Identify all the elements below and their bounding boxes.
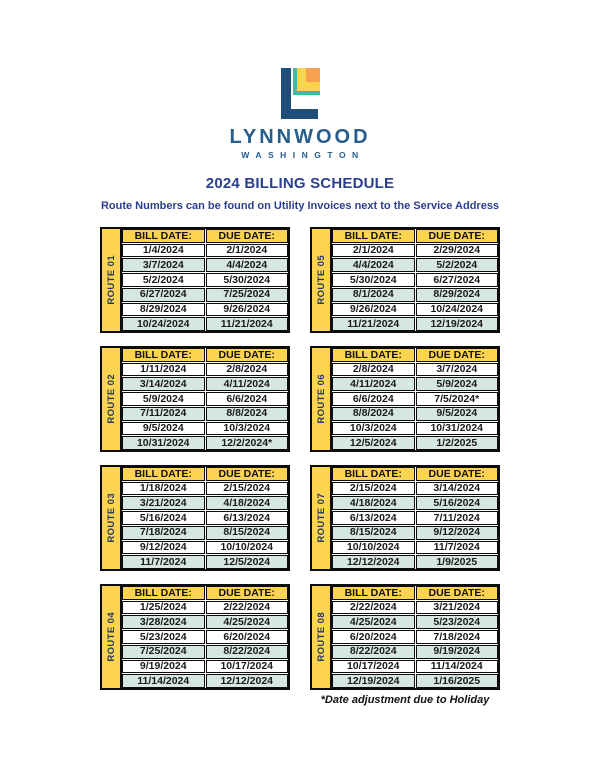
logo-teal-square [293, 68, 320, 95]
bill-date-cell: 2/8/2024 [332, 363, 415, 377]
route-dates-grid [122, 586, 288, 688]
bill-date-cell: 6/27/2024 [122, 288, 205, 302]
due-date-cell: 8/22/2024 [206, 645, 289, 659]
bill-date-cell: 7/18/2024 [122, 526, 205, 540]
due-date-cell: 8/8/2024 [206, 407, 289, 421]
route-label: ROUTE 08 [315, 612, 327, 662]
due-date-cell: 6/13/2024 [206, 511, 289, 525]
due-date-header: DUE DATE: [206, 348, 289, 362]
due-date-cell: 9/5/2024 [416, 407, 499, 421]
route-dates-grid [332, 586, 498, 688]
route-label: ROUTE 02 [105, 374, 117, 424]
route-label-cell-route-02 [102, 348, 122, 450]
tables-column-right [310, 227, 500, 690]
bill-date-cell: 4/25/2024 [332, 615, 415, 629]
bill-date-cell: 8/29/2024 [122, 303, 205, 317]
due-date-cell: 5/30/2024 [206, 273, 289, 287]
route-label-cell-route-06 [312, 348, 332, 450]
bill-date-cell: 11/14/2024 [122, 674, 205, 688]
due-date-cell: 12/2/2024* [206, 436, 289, 450]
bill-date-cell: 11/7/2024 [122, 555, 205, 569]
bill-date-header: BILL DATE: [122, 229, 205, 243]
due-date-cell: 7/18/2024 [416, 630, 499, 644]
due-date-cell: 5/23/2024 [416, 615, 499, 629]
bill-date-cell: 8/22/2024 [332, 645, 415, 659]
bill-date-cell: 4/18/2024 [332, 496, 415, 510]
logo-l-horizontal-bar [281, 109, 318, 119]
due-date-header: DUE DATE: [416, 467, 499, 481]
due-date-cell: 4/18/2024 [206, 496, 289, 510]
due-date-cell: 11/7/2024 [416, 541, 499, 555]
due-date-cell: 9/19/2024 [416, 645, 499, 659]
due-date-cell: 11/14/2024 [416, 660, 499, 674]
due-date-cell: 1/2/2025 [416, 436, 499, 450]
due-date-cell: 7/5/2024* [416, 392, 499, 406]
document-header [0, 68, 600, 212]
due-date-cell: 11/21/2024 [206, 317, 289, 331]
due-date-cell: 1/9/2025 [416, 555, 499, 569]
route-table-route-04 [100, 584, 290, 690]
bill-date-cell: 12/5/2024 [332, 436, 415, 450]
route-dates-grid [122, 348, 288, 450]
route-label-cell-route-03 [102, 467, 122, 569]
route-table-route-01 [100, 227, 290, 333]
due-date-cell: 4/11/2024 [206, 377, 289, 391]
bill-date-cell: 9/26/2024 [332, 303, 415, 317]
due-date-cell: 4/25/2024 [206, 615, 289, 629]
bill-date-header: BILL DATE: [332, 348, 415, 362]
route-table-route-05 [310, 227, 500, 333]
route-dates-grid [332, 467, 498, 569]
bill-date-cell: 1/25/2024 [122, 601, 205, 615]
page-title: 2024 BILLING SCHEDULE [205, 175, 395, 192]
due-date-cell: 2/1/2024 [206, 244, 289, 258]
due-date-cell: 10/10/2024 [206, 541, 289, 555]
bill-date-cell: 10/31/2024 [122, 436, 205, 450]
page-subtitle: Route Numbers can be found on Utility Invoices next to the Service Address [100, 200, 500, 212]
due-date-header: DUE DATE: [416, 229, 499, 243]
bill-date-header: BILL DATE: [122, 467, 205, 481]
bill-date-cell: 2/1/2024 [332, 244, 415, 258]
bill-date-cell: 1/4/2024 [122, 244, 205, 258]
bill-date-cell: 2/15/2024 [332, 482, 415, 496]
footnote-row [100, 694, 500, 706]
bill-date-cell: 3/7/2024 [122, 258, 205, 272]
bill-date-cell: 3/14/2024 [122, 377, 205, 391]
due-date-cell: 10/17/2024 [206, 660, 289, 674]
due-date-cell: 6/27/2024 [416, 273, 499, 287]
due-date-cell: 12/12/2024 [206, 674, 289, 688]
bill-date-cell: 1/18/2024 [122, 482, 205, 496]
due-date-cell: 10/24/2024 [416, 303, 499, 317]
due-date-header: DUE DATE: [206, 586, 289, 600]
bill-date-cell: 11/21/2024 [332, 317, 415, 331]
due-date-cell: 5/16/2024 [416, 496, 499, 510]
bill-date-cell: 5/2/2024 [122, 273, 205, 287]
due-date-cell: 2/8/2024 [206, 363, 289, 377]
route-label-cell-route-04 [102, 586, 122, 688]
route-label: ROUTE 05 [315, 255, 327, 305]
logo-wordmark: LYNNWOOD [229, 126, 371, 148]
due-date-header: DUE DATE: [416, 348, 499, 362]
holiday-footnote: *Date adjustment due to Holiday [320, 694, 490, 706]
due-date-cell: 3/14/2024 [416, 482, 499, 496]
due-date-header: DUE DATE: [206, 229, 289, 243]
route-table-route-06 [310, 346, 500, 452]
bill-date-cell: 9/12/2024 [122, 541, 205, 555]
route-label-cell-route-07 [312, 467, 332, 569]
route-label: ROUTE 04 [105, 612, 117, 662]
due-date-cell: 5/2/2024 [416, 258, 499, 272]
bill-date-cell: 9/5/2024 [122, 422, 205, 436]
due-date-header: DUE DATE: [206, 467, 289, 481]
tables-column-left [100, 227, 290, 690]
route-dates-grid [332, 348, 498, 450]
due-date-cell: 2/15/2024 [206, 482, 289, 496]
route-label-cell-route-08 [312, 586, 332, 688]
bill-date-cell: 8/15/2024 [332, 526, 415, 540]
due-date-cell: 3/7/2024 [416, 363, 499, 377]
bill-date-cell: 1/11/2024 [122, 363, 205, 377]
bill-date-cell: 8/8/2024 [332, 407, 415, 421]
route-label-cell-route-05 [312, 229, 332, 331]
due-date-cell: 2/22/2024 [206, 601, 289, 615]
route-table-route-08 [310, 584, 500, 690]
route-label: ROUTE 01 [105, 255, 117, 305]
bill-date-cell: 5/30/2024 [332, 273, 415, 287]
bill-date-cell: 8/1/2024 [332, 288, 415, 302]
route-label: ROUTE 06 [315, 374, 327, 424]
bill-date-cell: 3/21/2024 [122, 496, 205, 510]
due-date-cell: 12/5/2024 [206, 555, 289, 569]
bill-date-cell: 6/13/2024 [332, 511, 415, 525]
due-date-cell: 8/29/2024 [416, 288, 499, 302]
billing-tables-grid [100, 227, 500, 690]
due-date-cell: 9/12/2024 [416, 526, 499, 540]
due-date-cell: 7/25/2024 [206, 288, 289, 302]
due-date-cell: 7/11/2024 [416, 511, 499, 525]
bill-date-header: BILL DATE: [122, 348, 205, 362]
due-date-cell: 9/26/2024 [206, 303, 289, 317]
route-dates-grid [122, 467, 288, 569]
bill-date-cell: 6/20/2024 [332, 630, 415, 644]
bill-date-cell: 10/24/2024 [122, 317, 205, 331]
due-date-header: DUE DATE: [416, 586, 499, 600]
bill-date-cell: 4/4/2024 [332, 258, 415, 272]
route-table-route-03 [100, 465, 290, 571]
due-date-cell: 1/16/2025 [416, 674, 499, 688]
due-date-cell: 10/31/2024 [416, 422, 499, 436]
bill-date-cell: 5/23/2024 [122, 630, 205, 644]
bill-date-cell: 12/12/2024 [332, 555, 415, 569]
bill-date-cell: 5/16/2024 [122, 511, 205, 525]
due-date-cell: 6/6/2024 [206, 392, 289, 406]
due-date-cell: 6/20/2024 [206, 630, 289, 644]
route-table-route-02 [100, 346, 290, 452]
bill-date-cell: 7/11/2024 [122, 407, 205, 421]
route-label: ROUTE 03 [105, 493, 117, 543]
bill-date-cell: 7/25/2024 [122, 645, 205, 659]
bill-date-cell: 4/11/2024 [332, 377, 415, 391]
due-date-cell: 3/21/2024 [416, 601, 499, 615]
bill-date-header: BILL DATE: [332, 467, 415, 481]
route-table-route-07 [310, 465, 500, 571]
bill-date-cell: 6/6/2024 [332, 392, 415, 406]
route-label: ROUTE 07 [315, 493, 327, 543]
due-date-cell: 4/4/2024 [206, 258, 289, 272]
bill-date-header: BILL DATE: [332, 229, 415, 243]
bill-date-cell: 10/17/2024 [332, 660, 415, 674]
due-date-cell: 2/29/2024 [416, 244, 499, 258]
bill-date-cell: 12/19/2024 [332, 674, 415, 688]
bill-date-cell: 2/22/2024 [332, 601, 415, 615]
due-date-cell: 10/3/2024 [206, 422, 289, 436]
bill-date-header: BILL DATE: [332, 586, 415, 600]
due-date-cell: 12/19/2024 [416, 317, 499, 331]
bill-date-cell: 5/9/2024 [122, 392, 205, 406]
logo-wordmark-state: WASHINGTON [241, 150, 365, 160]
bill-date-cell: 9/19/2024 [122, 660, 205, 674]
bill-date-header: BILL DATE: [122, 586, 205, 600]
route-dates-grid [122, 229, 288, 331]
bill-date-cell: 10/3/2024 [332, 422, 415, 436]
logo-orange-square [306, 68, 320, 82]
due-date-cell: 8/15/2024 [206, 526, 289, 540]
lynnwood-city-logo-icon [281, 68, 320, 119]
bill-date-cell: 10/10/2024 [332, 541, 415, 555]
bill-date-cell: 3/28/2024 [122, 615, 205, 629]
route-dates-grid [332, 229, 498, 331]
route-label-cell-route-01 [102, 229, 122, 331]
due-date-cell: 5/9/2024 [416, 377, 499, 391]
